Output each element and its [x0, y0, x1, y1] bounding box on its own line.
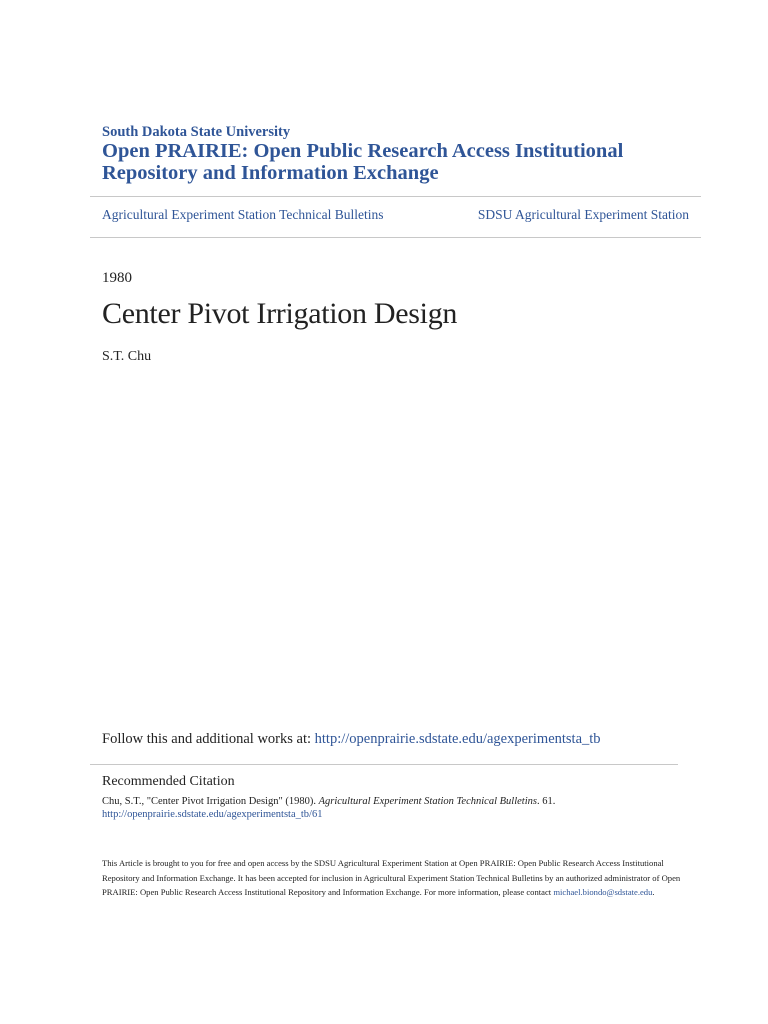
access-notice	[102, 856, 682, 900]
repository-name[interactable]: Open PRAIRIE: Open Public Research Access Institutional Repository and Information Exchange	[102, 140, 624, 184]
citation-prefix: Chu, S.T., "Center Pivot Irrigation Design" (1980).	[102, 796, 319, 807]
article-author: S.T. Chu	[102, 349, 152, 364]
nav-divider	[90, 237, 701, 238]
notice-text: This Article is brought to you for free and open access by the SDSU Agricultural Experiment Station at Open PRAIRIE: Open Public Research Access Institutional Repository and Information Exchange. It has been accepted for inclusion in Agricultural Experiment Station Technical Bulletins by an authorized administrator of Open PRAIRIE: Open Public Research Access Institutional Repository and Information Exchange. For more information, please contact	[102, 858, 681, 897]
follow-url-link[interactable]: http://openprairie.sdstate.edu/agexperimentsta_tb	[314, 731, 601, 747]
top-divider	[90, 196, 701, 197]
article-title: Center Pivot Irrigation Design	[102, 297, 458, 330]
citation-text	[102, 796, 555, 807]
citation-suffix: . 61.	[536, 796, 556, 807]
contact-email-link[interactable]: michael.biondo@sdstate.edu	[553, 887, 653, 897]
citation-heading: Recommended Citation	[102, 774, 235, 789]
follow-label: Follow this and additional works at:	[102, 731, 315, 747]
university-name[interactable]: South Dakota State University	[102, 124, 291, 140]
publication-year: 1980	[102, 270, 132, 286]
series-link[interactable]: Agricultural Experiment Station Technical Bulletins	[102, 207, 384, 222]
citation-series: Agricultural Experiment Station Technical Bulletins	[318, 796, 537, 807]
citation-url-line	[102, 809, 322, 820]
notice-end: .	[652, 887, 655, 897]
citation-divider	[90, 764, 678, 765]
station-link[interactable]: SDSU Agricultural Experiment Station	[477, 207, 689, 222]
follow-line	[102, 731, 601, 748]
citation-url-link[interactable]: http://openprairie.sdstate.edu/agexperimentsta_tb/61	[102, 809, 323, 820]
